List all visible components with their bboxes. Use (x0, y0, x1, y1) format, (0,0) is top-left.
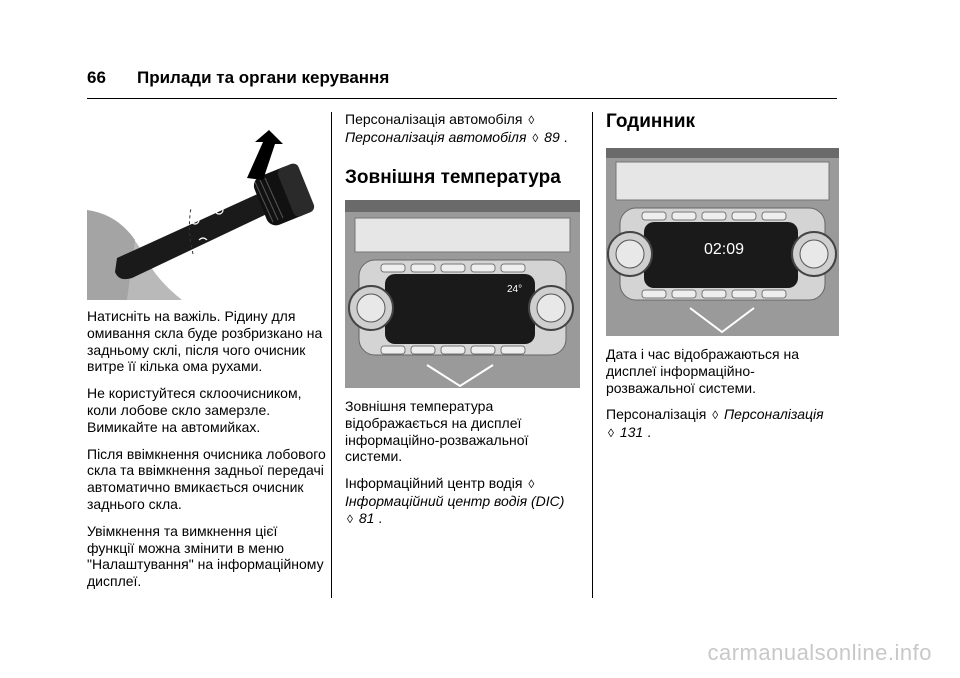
column-2-body (345, 398, 580, 538)
paragraph: Після ввімкнення очисника лобового скла та ввімкнення задньої передачі автоматично вмикається очисник заднього скла. (87, 445, 326, 512)
column-3 (606, 111, 841, 133)
cross-reference[interactable]: Інформаційний центр водія ◊ Інформаційний центр водія (DIC) ◊ 81 . (345, 475, 565, 526)
clock-display-illustration (606, 148, 839, 336)
column-1 (87, 308, 327, 600)
cross-reference[interactable]: Персоналізація автомобіля ◊ Персоналізація автомобіля ◊ 89 . (345, 111, 568, 145)
wiper-stalk-illustration (87, 130, 327, 300)
reference-icon: ◊ (532, 130, 539, 145)
page-number: 66 (87, 68, 106, 87)
section-heading: Годинник (606, 111, 696, 132)
column-3-body (606, 346, 841, 452)
page-header (87, 62, 837, 99)
reference-icon: ◊ (528, 113, 535, 127)
watermark: carmanualsonline.info (707, 640, 932, 665)
paragraph: Дата і час відображаються на дисплеї інформаційно-розважальної системи. (606, 346, 799, 396)
reference-icon: ◊ (347, 511, 353, 526)
cross-reference[interactable]: Персоналізація ◊ Персоналізація ◊ 131 . (606, 406, 824, 441)
clock-readout: 02:09 (704, 241, 745, 258)
reference-icon: ◊ (608, 426, 614, 441)
paragraph: Не користуйтеся склоочисником, коли лобове скло замерзле. Вимикайте на автомийках. (87, 385, 302, 435)
reference-icon: ◊ (712, 408, 719, 423)
section-heading: Зовнішня температура (345, 166, 561, 188)
paragraph: Зовнішня температура відображається на дисплеї інформаційно-розважальної системи. (345, 398, 529, 465)
temperature-readout: 24° (507, 284, 523, 295)
column-2 (345, 111, 580, 189)
temperature-display-illustration (345, 200, 580, 388)
column-divider (331, 112, 332, 598)
column-divider (592, 112, 593, 598)
page-title: Прилади та органи керування (137, 68, 390, 87)
reference-icon: ◊ (528, 477, 535, 492)
paragraph: Увімкнення та вимкнення цієї функції можна змінити в меню "Налаштування" на інформаційному дисплеї. (87, 522, 324, 590)
paragraph: Натисніть на важіль. Рідину для омивання скла буде розбризкано на задньому склі, після чого очисник витре її кілька ома рухами. (87, 308, 323, 375)
